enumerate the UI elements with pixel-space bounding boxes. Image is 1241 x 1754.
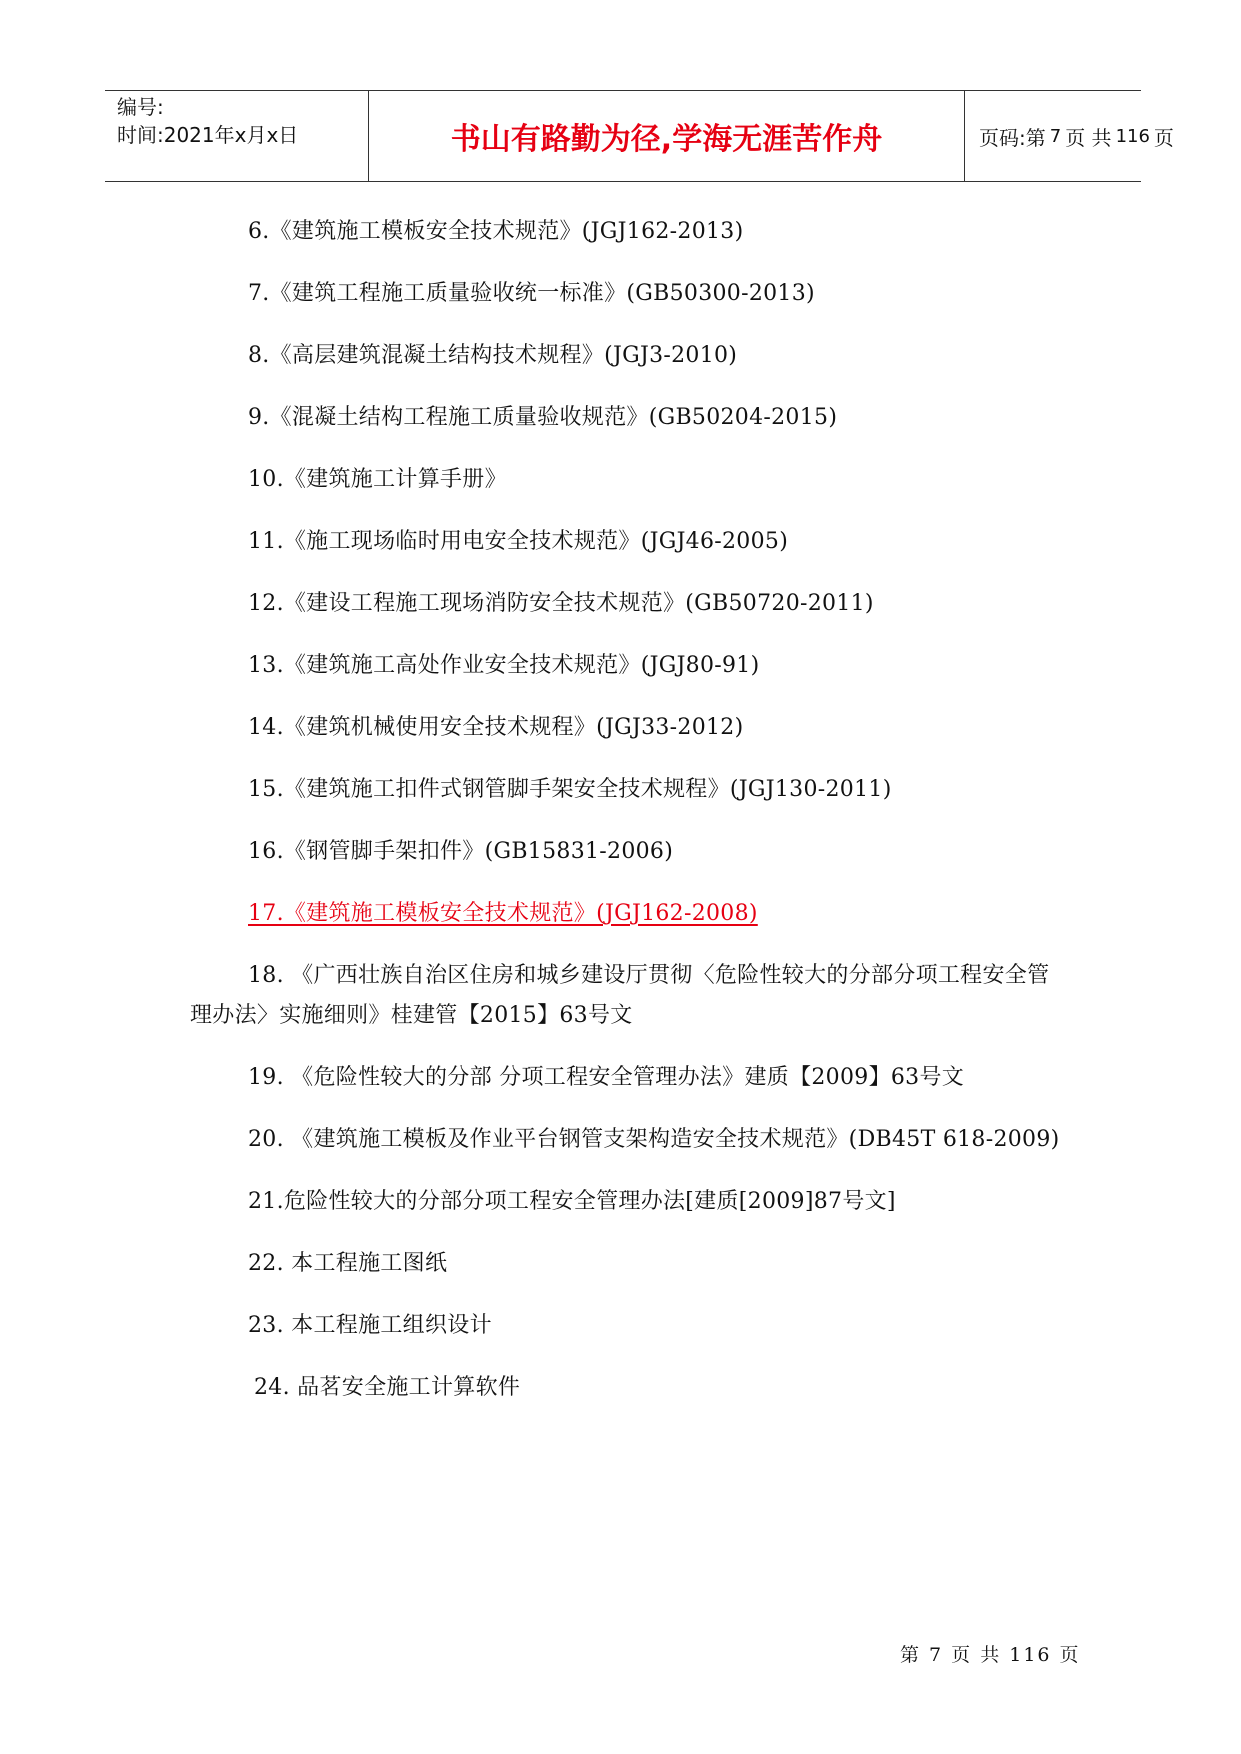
reference-item: 24. 品茗安全施工计算软件 [254,1375,521,1400]
document-number-label: 编号: [117,95,164,119]
reference-item: 9.《混凝土结构工程施工质量验收规范》(GB50204-2015) [248,405,838,430]
document-time-label: 时间:2021年x月x日 [117,123,299,147]
page-suffix: 页 [1153,125,1174,150]
reference-item: 12.《建设工程施工现场消防安全技术规范》(GB50720-2011) [248,591,874,616]
reference-item: 18. 《广西壮族自治区住房和城乡建设厅贯彻〈危险性较大的分部分项工程安全管理办法〉实施细则》桂建管【2015】63号文 [190,963,1050,1028]
reference-item-highlighted: 17.《建筑施工模板安全技术规范》(JGJ162-2008) [248,901,758,926]
page-total: 116 [1115,125,1150,147]
page-header [105,90,1174,182]
reference-item: 22. 本工程施工图纸 [248,1251,448,1276]
reference-item: 14.《建筑机械使用安全技术规程》(JGJ33-2012) [248,715,744,740]
page-footer: 第 7 页 共 116 页 [900,1644,1081,1666]
reference-item: 23. 本工程施工组织设计 [248,1313,492,1338]
reference-list [190,212,1070,1430]
header-slogan: 书山有路勤为径,学海无涯苦作舟 [369,91,965,181]
reference-item: 6.《建筑施工模板安全技术规范》(JGJ162-2013) [248,219,744,244]
reference-item: 7.《建筑工程施工质量验收统一标准》(GB50300-2013) [248,281,815,306]
reference-item: 10.《建筑施工计算手册》 [248,467,507,492]
reference-item: 19. 《危险性较大的分部 分项工程安全管理办法》建质【2009】63号文 [248,1065,965,1090]
reference-item: 15.《建筑施工扣件式钢管脚手架安全技术规程》(JGJ130-2011) [248,777,892,802]
reference-item: 8.《高层建筑混凝土结构技术规程》(JGJ3-2010) [248,343,738,368]
reference-item: 20. 《建筑施工模板及作业平台钢管支架构造安全技术规范》(DB45T 618-2009) [248,1127,1060,1152]
header-page-info [965,91,1174,181]
reference-item: 21.危险性较大的分部分项工程安全管理办法[建质[2009]87号文] [248,1189,896,1214]
reference-item: 11.《施工现场临时用电安全技术规范》(JGJ46-2005) [248,529,789,554]
header-meta [105,91,369,181]
reference-item: 13.《建筑施工高处作业安全技术规范》(JGJ80-91) [248,653,760,678]
page-mid: 页 共 [1065,125,1112,150]
reference-item: 16.《钢管脚手架扣件》(GB15831-2006) [248,839,674,864]
page-current: 7 [1049,125,1062,147]
page-prefix: 页码:第 [979,125,1046,150]
